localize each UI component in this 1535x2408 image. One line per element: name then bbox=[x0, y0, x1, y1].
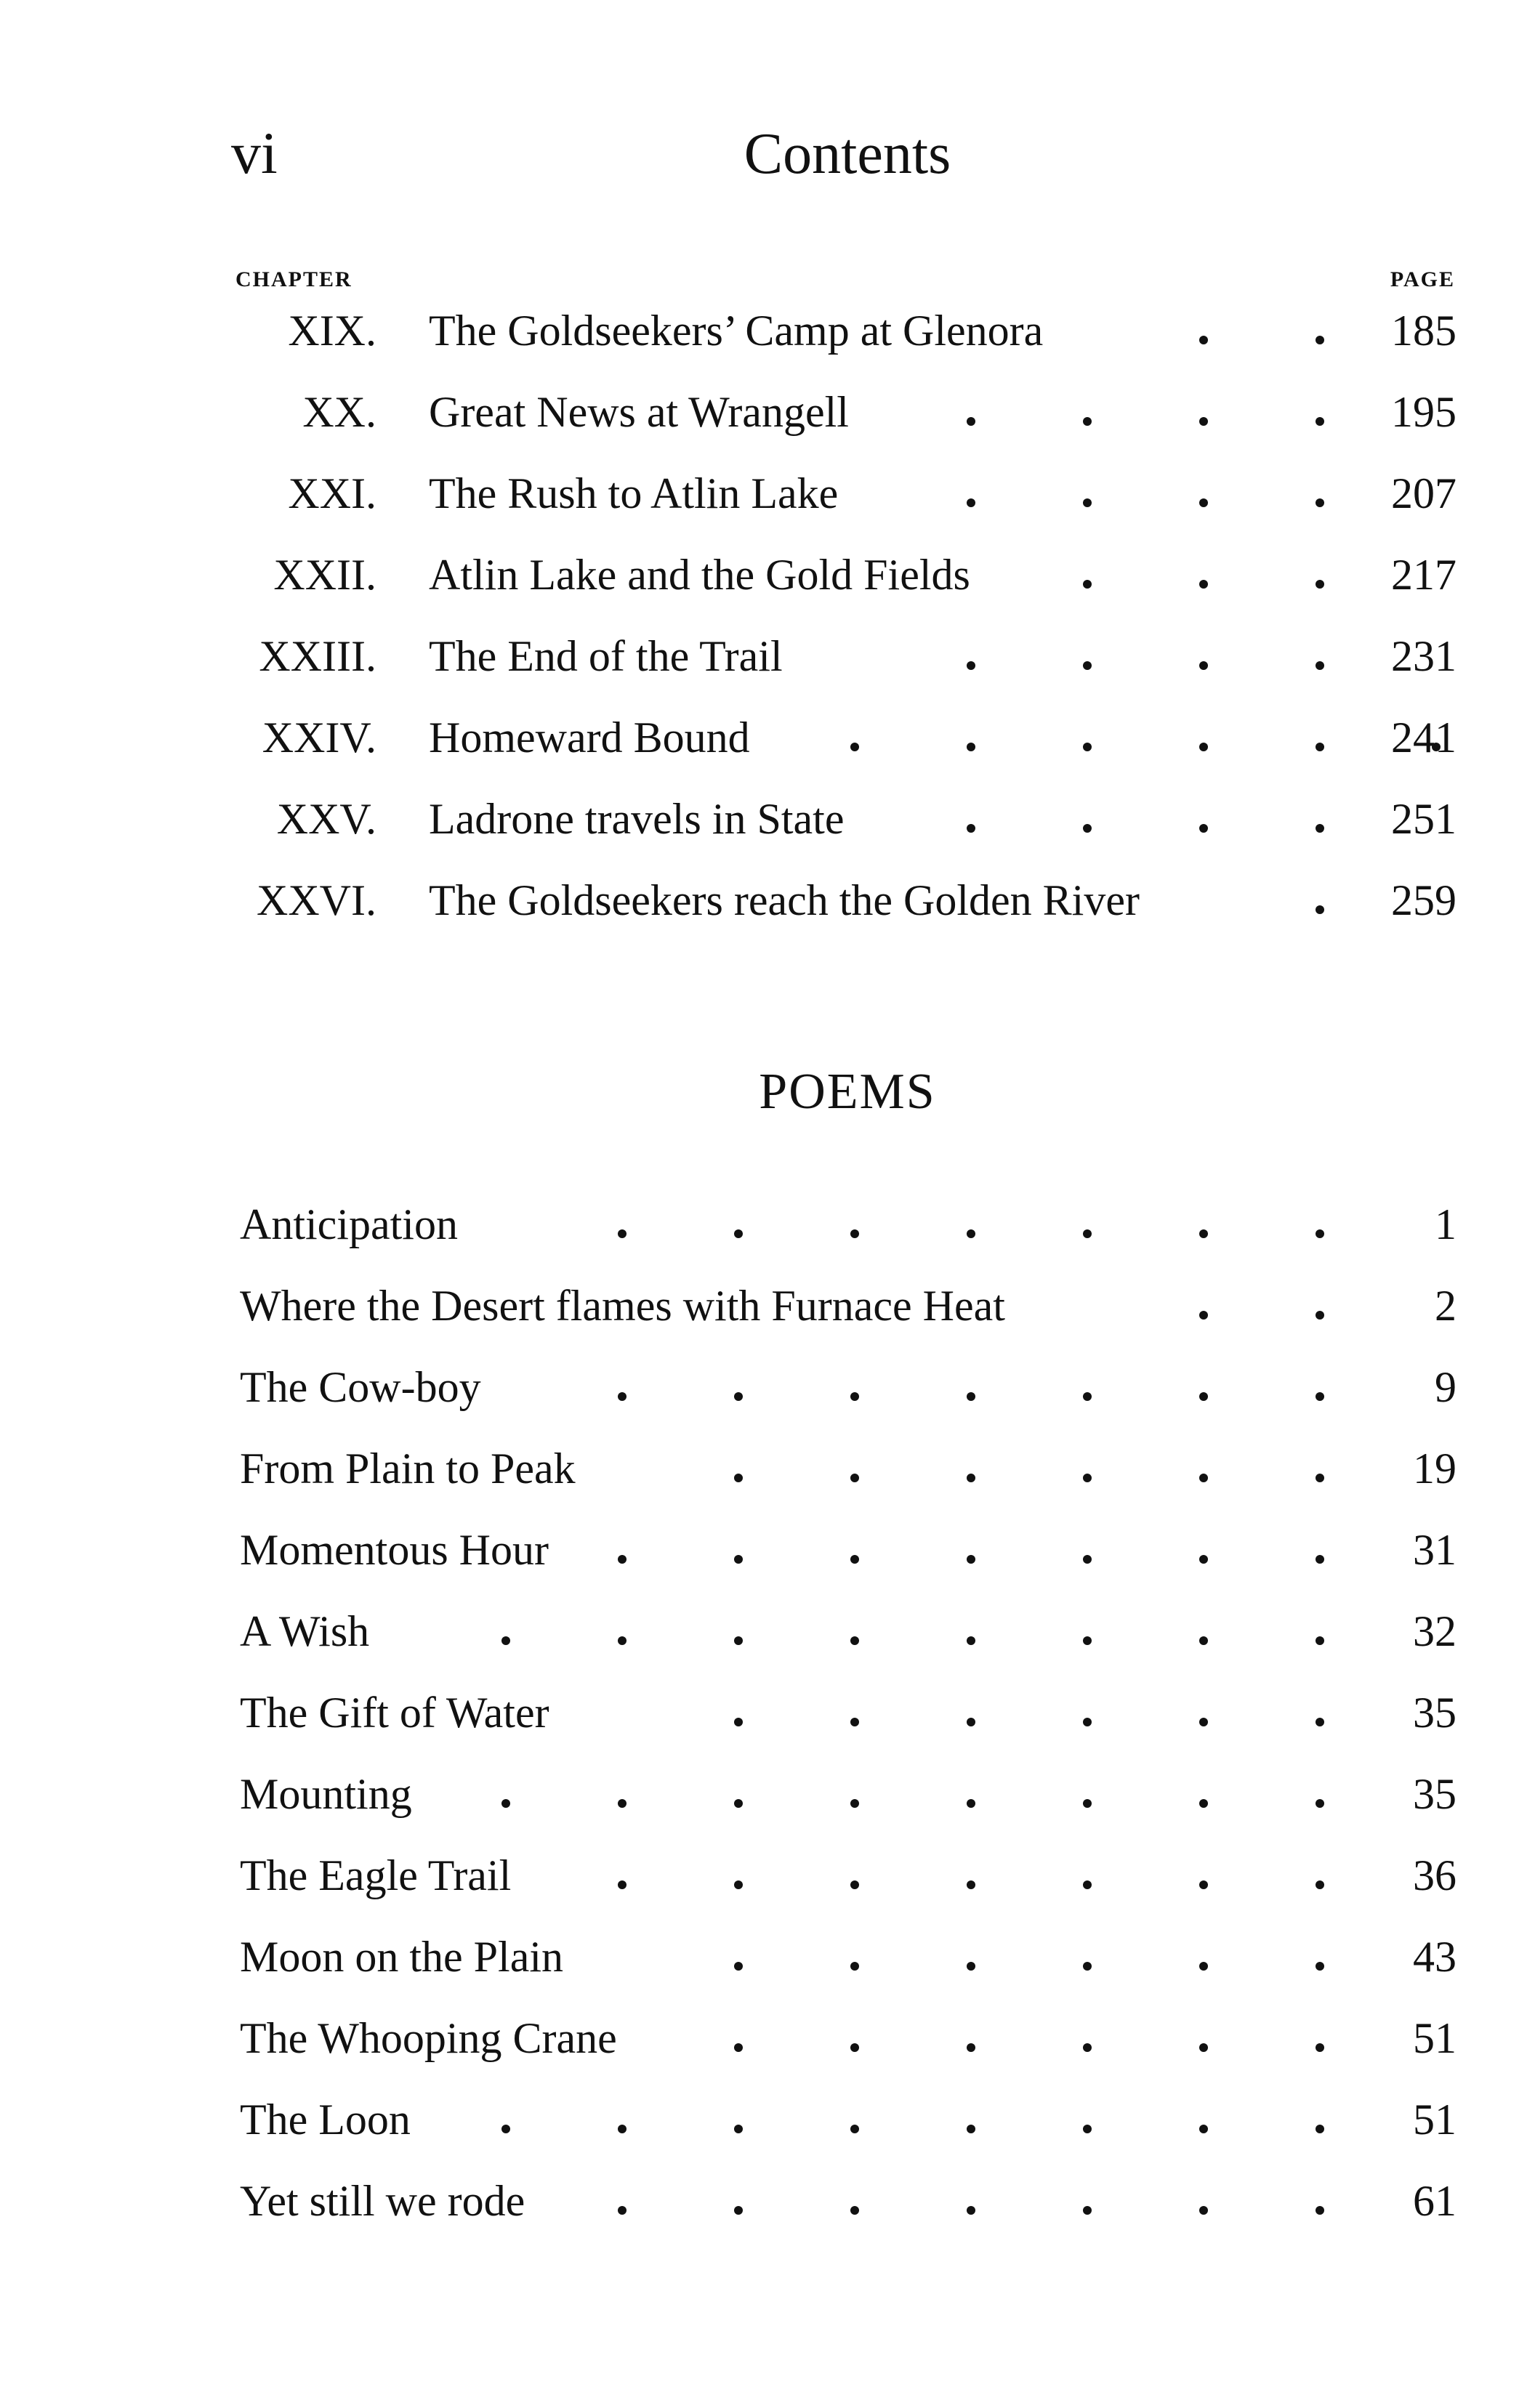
poem-page: 35 bbox=[1413, 1689, 1457, 1737]
poem-page: 51 bbox=[1413, 2096, 1457, 2144]
leader-dot bbox=[734, 2125, 743, 2133]
leader-dot bbox=[850, 743, 859, 751]
leader-dot bbox=[734, 1474, 743, 1482]
poem-title: Anticipation bbox=[240, 1200, 458, 1248]
leader-dot bbox=[734, 1962, 743, 1971]
leader-dot bbox=[1316, 1962, 1324, 1971]
leader-dot bbox=[734, 1229, 743, 1238]
leader-dot bbox=[1199, 1474, 1208, 1482]
leader-dot bbox=[1083, 2206, 1092, 2215]
leader-dot bbox=[1316, 743, 1324, 751]
poem-title: The Whooping Crane bbox=[240, 2014, 617, 2062]
leader-dot bbox=[734, 1555, 743, 1564]
poem-title: The Eagle Trail bbox=[240, 1851, 512, 1899]
leader-dot bbox=[1083, 2125, 1092, 2133]
leader-dot bbox=[1316, 498, 1324, 507]
leader-dot bbox=[501, 1636, 510, 1645]
chapter-page: 217 bbox=[1391, 551, 1457, 599]
poem-entry bbox=[0, 2005, 1535, 2071]
leader-dot bbox=[967, 2125, 975, 2133]
leader-dot bbox=[1316, 2125, 1324, 2133]
poem-title: A Wish bbox=[240, 1607, 370, 1655]
poem-entry bbox=[0, 1192, 1535, 1257]
leader-dot bbox=[967, 2206, 975, 2215]
leader-dot bbox=[1199, 1799, 1208, 1808]
chapter-page: 231 bbox=[1391, 632, 1457, 680]
chapter-entry-26 bbox=[0, 868, 1535, 933]
leader-dot bbox=[850, 1474, 859, 1482]
poem-title: The Gift of Water bbox=[240, 1689, 549, 1737]
leader-dot bbox=[967, 1229, 975, 1238]
chapter-page: 241 bbox=[1391, 714, 1457, 761]
chapter-numeral: XXIII. bbox=[259, 632, 376, 680]
leader-dot bbox=[618, 1799, 627, 1808]
leader-dot bbox=[734, 1636, 743, 1645]
leader-dot bbox=[967, 498, 975, 507]
leader-dot bbox=[1199, 2206, 1208, 2215]
page-column-label: PAGE bbox=[1390, 267, 1455, 291]
poem-entry bbox=[0, 1924, 1535, 1989]
poem-page: 43 bbox=[1413, 1933, 1457, 1981]
leader-dot bbox=[501, 2125, 510, 2133]
poem-title: The Loon bbox=[240, 2096, 411, 2144]
leader-dot bbox=[967, 1962, 975, 1971]
leader-dot bbox=[1083, 1636, 1092, 1645]
leader-dot bbox=[1199, 1392, 1208, 1401]
leader-dot bbox=[1199, 1636, 1208, 1645]
leader-dot bbox=[501, 1799, 510, 1808]
leader-dot bbox=[850, 2206, 859, 2215]
leader-dot bbox=[850, 1636, 859, 1645]
leader-dot bbox=[734, 1880, 743, 1889]
chapter-entry-19 bbox=[0, 298, 1535, 363]
leader-dot bbox=[967, 417, 975, 426]
leader-dot bbox=[1316, 417, 1324, 426]
leader-dot bbox=[1083, 743, 1092, 751]
poem-page: 35 bbox=[1413, 1770, 1457, 1818]
leader-dot bbox=[1083, 1474, 1092, 1482]
poem-entry bbox=[0, 1680, 1535, 1745]
leader-dot bbox=[1316, 1718, 1324, 1726]
leader-dot bbox=[1316, 2043, 1324, 2052]
leader-dot bbox=[1316, 1555, 1324, 1564]
chapter-title: Homeward Bound bbox=[429, 714, 750, 761]
page-number: vi bbox=[231, 120, 278, 186]
chapter-numeral: XXV. bbox=[276, 795, 376, 843]
leader-dot bbox=[618, 2206, 627, 2215]
poem-title: From Plain to Peak bbox=[240, 1445, 576, 1492]
leader-dot bbox=[967, 1555, 975, 1564]
leader-dot bbox=[1316, 1799, 1324, 1808]
poem-title: Where the Desert flames with Furnace Heat bbox=[240, 1282, 1005, 1330]
leader-dot bbox=[734, 1392, 743, 1401]
chapter-numeral: XXI. bbox=[288, 469, 376, 517]
poem-page: 61 bbox=[1413, 2177, 1457, 2225]
chapter-title: The Goldseekers’ Camp at Glenora bbox=[429, 307, 1044, 355]
poem-entry bbox=[0, 2087, 1535, 2152]
leader-dot bbox=[1083, 824, 1092, 833]
leader-dot bbox=[850, 1718, 859, 1726]
poem-entry bbox=[0, 2168, 1535, 2234]
leader-dot bbox=[1083, 1799, 1092, 1808]
chapter-numeral: XXIV. bbox=[262, 714, 376, 761]
poem-entry bbox=[0, 1517, 1535, 1583]
chapter-page: 185 bbox=[1391, 307, 1457, 355]
leader-dot bbox=[1083, 1880, 1092, 1889]
chapter-entry-22 bbox=[0, 542, 1535, 607]
leader-dot bbox=[967, 1392, 975, 1401]
leader-dot bbox=[1316, 1474, 1324, 1482]
leader-dot bbox=[850, 1555, 859, 1564]
leader-dot bbox=[967, 2043, 975, 2052]
leader-dot bbox=[1083, 498, 1092, 507]
chapter-entry-25 bbox=[0, 786, 1535, 852]
leader-dot bbox=[1083, 1392, 1092, 1401]
leader-dot bbox=[1199, 743, 1208, 751]
leader-dot bbox=[850, 1962, 859, 1971]
chapter-numeral: XX. bbox=[302, 388, 376, 436]
leader-dot bbox=[1083, 1962, 1092, 1971]
chapter-title: The Goldseekers reach the Golden River bbox=[429, 876, 1140, 924]
poem-title: Moon on the Plain bbox=[240, 1933, 563, 1981]
chapter-page: 207 bbox=[1391, 469, 1457, 517]
leader-dot bbox=[618, 1229, 627, 1238]
chapter-title: Great News at Wrangell bbox=[429, 388, 849, 436]
leader-dot bbox=[1083, 417, 1092, 426]
poem-title: Momentous Hour bbox=[240, 1526, 549, 1574]
chapter-title: Ladrone travels in State bbox=[429, 795, 845, 843]
poem-title: The Cow-boy bbox=[240, 1363, 481, 1411]
poems-heading: POEMS bbox=[759, 1064, 936, 1120]
leader-dot bbox=[1316, 1311, 1324, 1320]
leader-dot bbox=[1199, 580, 1208, 589]
chapter-page: 195 bbox=[1391, 388, 1457, 436]
leader-dot bbox=[1083, 1555, 1092, 1564]
leader-dot bbox=[1199, 1962, 1208, 1971]
chapter-numeral: XIX. bbox=[288, 307, 376, 355]
leader-dot bbox=[1199, 2043, 1208, 2052]
leader-dot bbox=[1316, 1392, 1324, 1401]
chapter-page: 259 bbox=[1391, 876, 1457, 924]
leader-dot bbox=[1316, 1229, 1324, 1238]
running-head: Contents bbox=[744, 122, 951, 186]
leader-dot bbox=[1199, 661, 1208, 670]
poem-page: 1 bbox=[1435, 1200, 1457, 1248]
poem-entry bbox=[0, 1436, 1535, 1501]
leader-dot bbox=[967, 1880, 975, 1889]
chapter-column-label: CHAPTER bbox=[235, 267, 352, 291]
leader-dot bbox=[850, 1799, 859, 1808]
chapter-entry-24 bbox=[0, 705, 1535, 770]
poem-entry bbox=[0, 1273, 1535, 1338]
leader-dot bbox=[967, 1799, 975, 1808]
leader-dot bbox=[1083, 580, 1092, 589]
chapter-numeral: XXII. bbox=[273, 551, 376, 599]
leader-dot bbox=[1083, 1229, 1092, 1238]
leader-dot bbox=[1316, 336, 1324, 344]
chapter-numeral: XXVI. bbox=[257, 876, 376, 924]
leader-dot bbox=[967, 1474, 975, 1482]
leader-dot bbox=[1316, 905, 1324, 914]
leader-dot bbox=[1199, 498, 1208, 507]
leader-dot bbox=[618, 1636, 627, 1645]
leader-dot bbox=[967, 824, 975, 833]
chapter-title: The End of the Trail bbox=[429, 632, 783, 680]
leader-dot bbox=[967, 1718, 975, 1726]
leader-dot bbox=[850, 2043, 859, 2052]
leader-dot bbox=[1199, 336, 1208, 344]
poem-entry bbox=[0, 1599, 1535, 1664]
leader-dot bbox=[967, 661, 975, 670]
chapter-entry-20 bbox=[0, 379, 1535, 445]
leader-dot bbox=[1316, 580, 1324, 589]
leader-dot bbox=[618, 1392, 627, 1401]
poem-page: 9 bbox=[1435, 1363, 1457, 1411]
poem-page: 32 bbox=[1413, 1607, 1457, 1655]
chapter-title: Atlin Lake and the Gold Fields bbox=[429, 551, 970, 599]
poem-entry bbox=[0, 1843, 1535, 1908]
leader-dot bbox=[850, 2125, 859, 2133]
leader-dot bbox=[1316, 1636, 1324, 1645]
poem-page: 51 bbox=[1413, 2014, 1457, 2062]
leader-dot bbox=[618, 1880, 627, 1889]
leader-dot bbox=[1083, 2043, 1092, 2052]
chapter-page: 251 bbox=[1391, 795, 1457, 843]
leader-dot bbox=[1316, 824, 1324, 833]
poem-title: Mounting bbox=[240, 1770, 412, 1818]
leader-dot bbox=[1316, 1880, 1324, 1889]
poem-title: Yet still we rode bbox=[240, 2177, 525, 2225]
poem-page: 2 bbox=[1435, 1282, 1457, 1330]
poem-page: 36 bbox=[1413, 1851, 1457, 1899]
chapter-entry-21 bbox=[0, 461, 1535, 526]
leader-dot bbox=[1199, 1311, 1208, 1320]
leader-dot bbox=[1316, 2206, 1324, 2215]
leader-dot bbox=[1083, 1718, 1092, 1726]
leader-dot bbox=[1316, 661, 1324, 670]
leader-dot bbox=[1199, 417, 1208, 426]
leader-dot bbox=[1199, 1555, 1208, 1564]
leader-dot bbox=[734, 1799, 743, 1808]
leader-dot bbox=[967, 743, 975, 751]
poem-page: 19 bbox=[1413, 1445, 1457, 1492]
chapter-title: The Rush to Atlin Lake bbox=[429, 469, 839, 517]
poem-entry bbox=[0, 1354, 1535, 1420]
leader-dot bbox=[850, 1392, 859, 1401]
poem-page: 31 bbox=[1413, 1526, 1457, 1574]
leader-dot bbox=[734, 1718, 743, 1726]
leader-dot bbox=[618, 1555, 627, 1564]
leader-dot bbox=[1199, 1718, 1208, 1726]
leader-dot bbox=[850, 1880, 859, 1889]
leader-dot bbox=[1199, 1229, 1208, 1238]
leader-dot bbox=[1199, 1880, 1208, 1889]
leader-dot bbox=[1199, 824, 1208, 833]
leader-dot bbox=[967, 1636, 975, 1645]
leader-dot bbox=[618, 2125, 627, 2133]
leader-dot bbox=[850, 1229, 859, 1238]
chapter-entry-23 bbox=[0, 623, 1535, 689]
poem-entry bbox=[0, 1761, 1535, 1827]
leader-dot bbox=[734, 2043, 743, 2052]
leader-dot bbox=[1083, 661, 1092, 670]
leader-dot bbox=[1199, 2125, 1208, 2133]
leader-dot bbox=[734, 2206, 743, 2215]
